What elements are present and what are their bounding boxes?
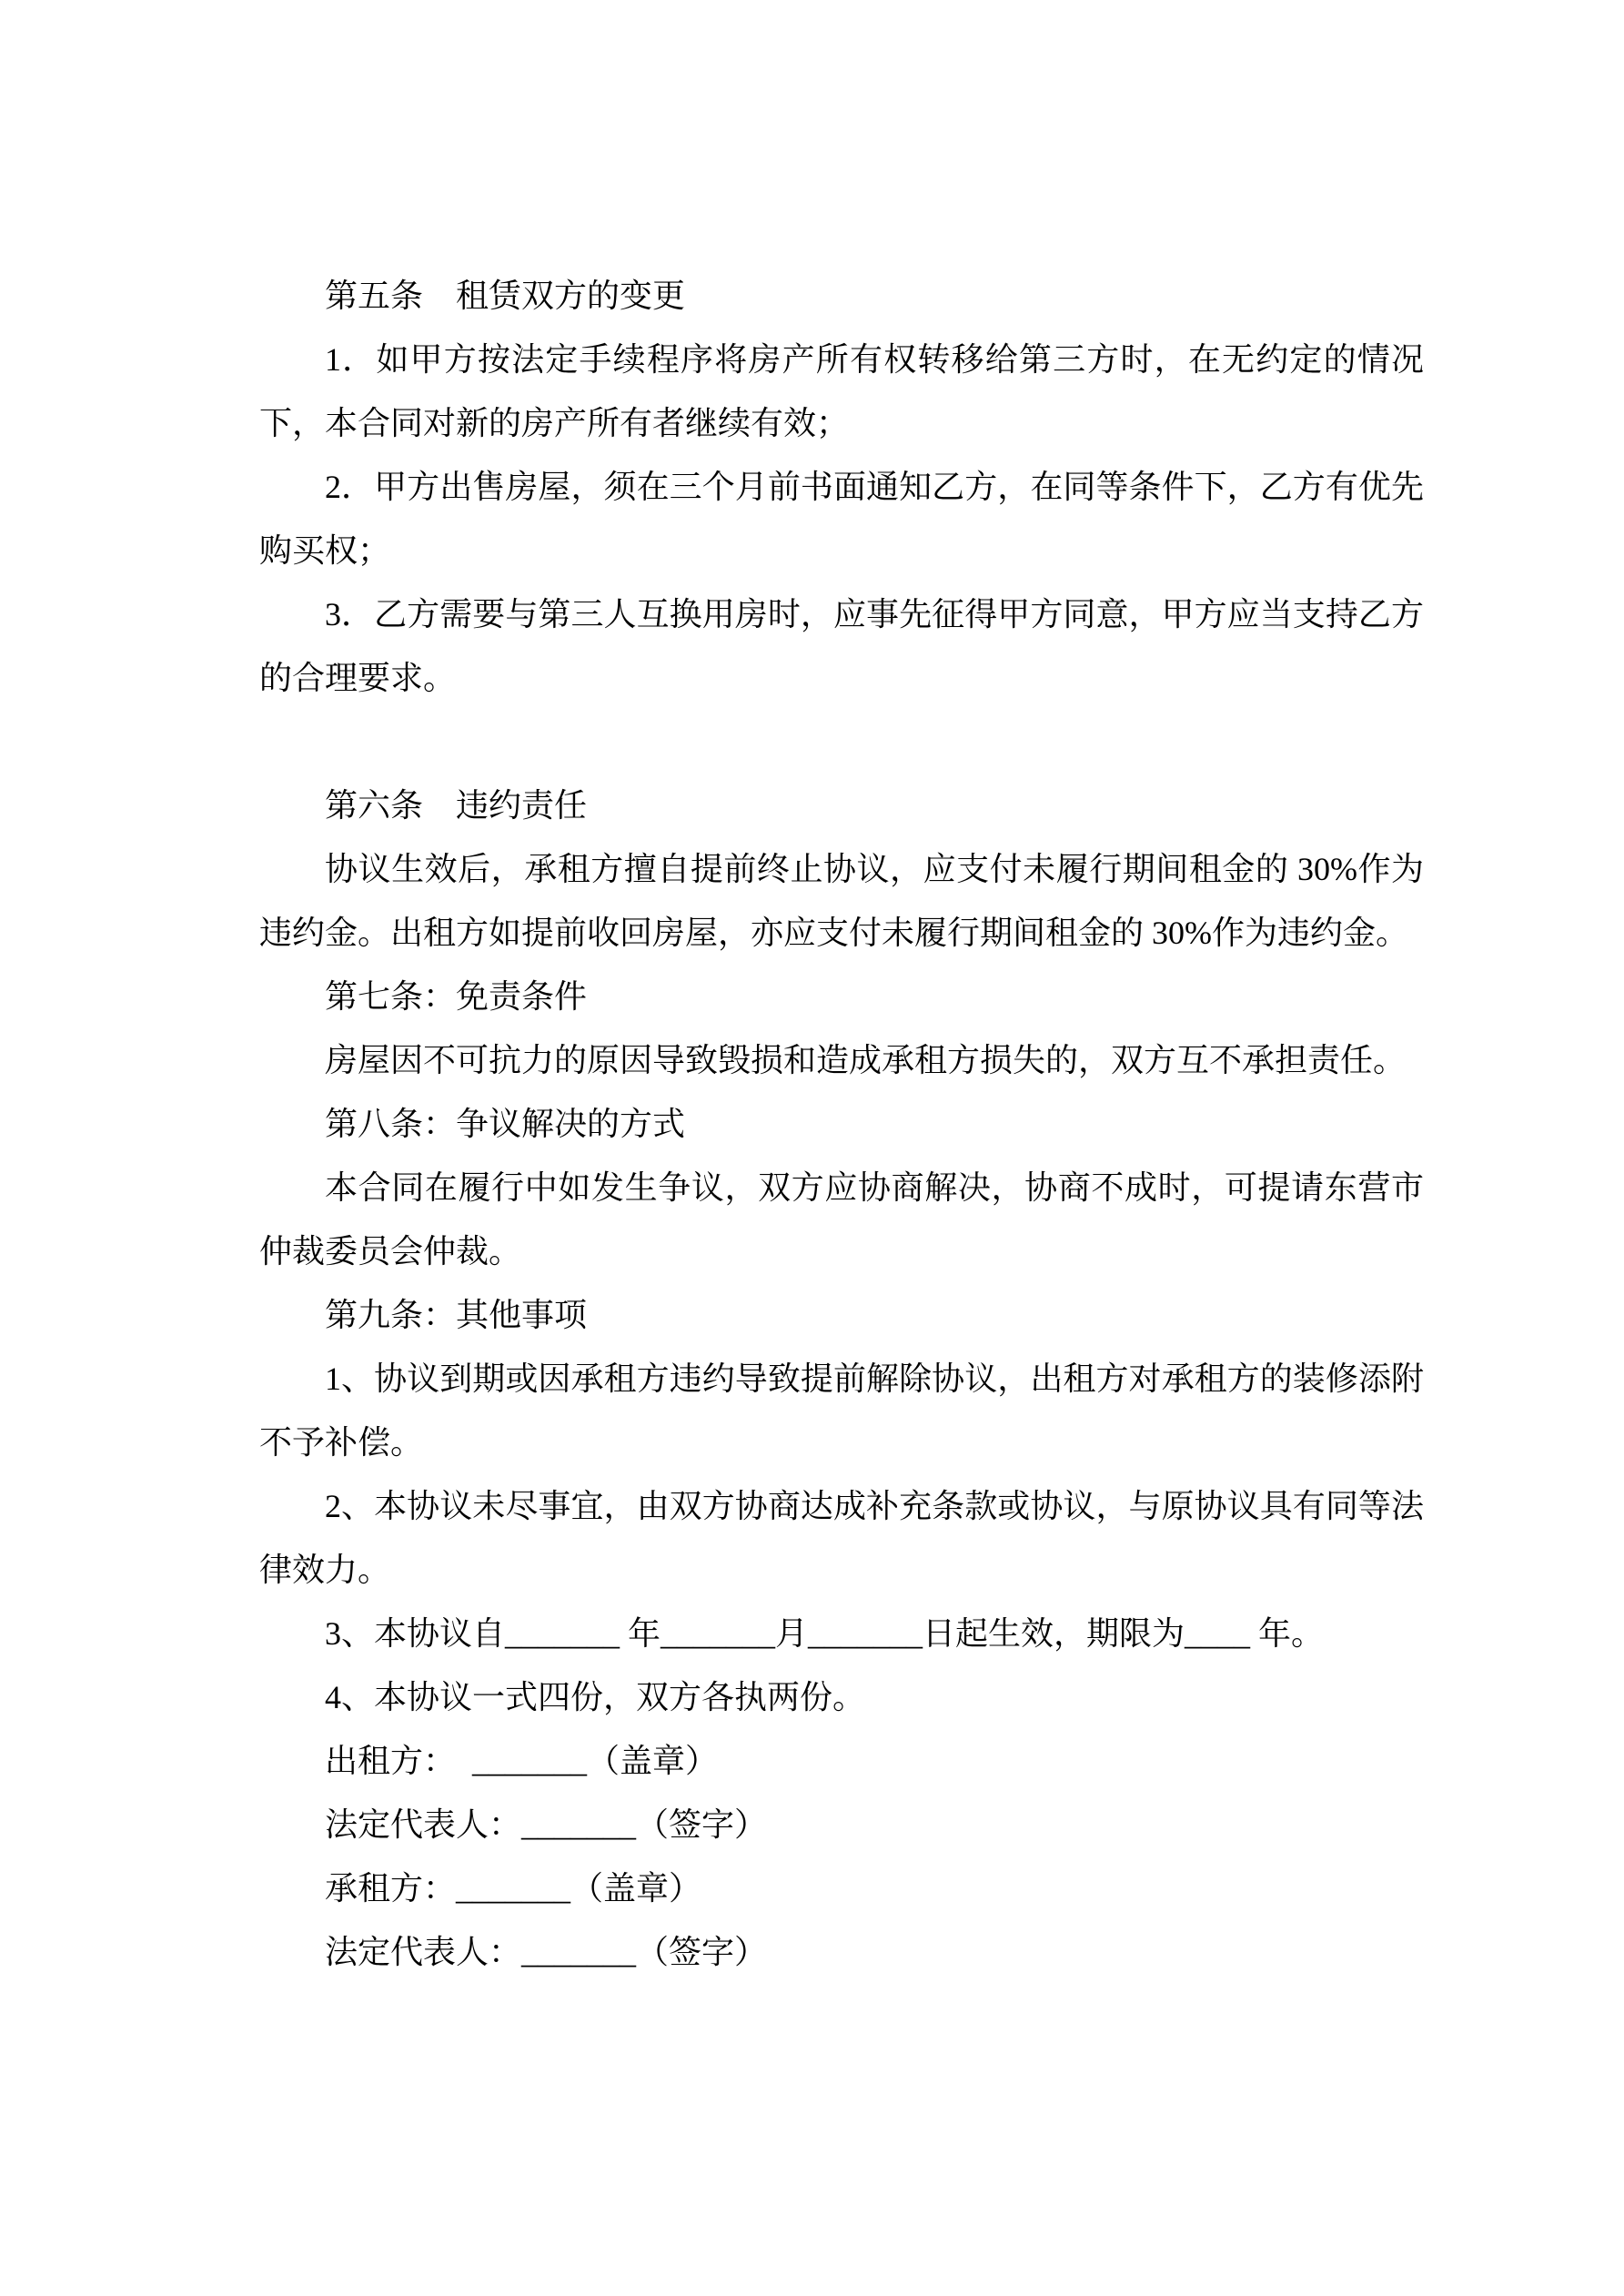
paragraph: 本合同在履行中如发生争议，双方应协商解决，协商不成时，可提请东营市仲裁委员会仲裁。 — [259, 1169, 1424, 1269]
clause-heading: 第六条 违约责任 — [325, 787, 588, 824]
paragraph-effective-date: 3、本协议自_______ 年_______月_______日起生效，期限为____ 年。 — [325, 1615, 1325, 1652]
paragraph: 1、协议到期或因承租方违约导致提前解除协议，出租方对承租方的装修添附不予补偿。 — [259, 1360, 1424, 1461]
paragraph: 协议生效后，承租方擅自提前终止协议，应支付未履行期间租金的 30%作为违约金。出租方如提前收回房屋，亦应支付未履行期间租金的 30%作为违约金。 — [259, 851, 1424, 951]
paragraph: 2、本协议未尽事宜，由双方协商达成补充条款或协议，与原协议具有同等法律效力。 — [259, 1488, 1424, 1588]
paragraph: 3．乙方需要与第三人互换用房时，应事先征得甲方同意，甲方应当支持乙方的合理要求。 — [259, 596, 1424, 696]
paragraph: 2．甲方出售房屋，须在三个月前书面通知乙方，在同等条件下，乙方有优先购买权； — [259, 469, 1424, 569]
signature-line-lessee-representative: 法定代表人：_______（签字） — [325, 1934, 768, 1970]
signature-line-lessor-representative: 法定代表人：_______（签字） — [325, 1806, 768, 1843]
paragraph: 房屋因不可抗力的原因导致毁损和造成承租方损失的，双方互不承担责任。 — [325, 1042, 1407, 1078]
clause-heading: 第七条：免责条件 — [325, 978, 588, 1015]
signature-line-lessor: 出租方： _______（盖章） — [325, 1743, 719, 1779]
paragraph: 4、本协议一式四份，双方各执两份。 — [325, 1679, 866, 1715]
signature-line-lessee: 承租方：_______（盖章） — [325, 1870, 702, 1907]
blank-line — [259, 710, 1424, 774]
paragraph: 1．如甲方按法定手续程序将房产所有权转移给第三方时，在无约定的情况下，本合同对新的房产所有者继续有效； — [259, 341, 1424, 441]
clause-heading: 第八条：争议解决的方式 — [325, 1106, 686, 1142]
clause-heading: 第九条：其他事项 — [325, 1297, 588, 1333]
clause-heading: 第五条 租赁双方的变更 — [325, 278, 686, 314]
contract-body — [259, 264, 1424, 1984]
